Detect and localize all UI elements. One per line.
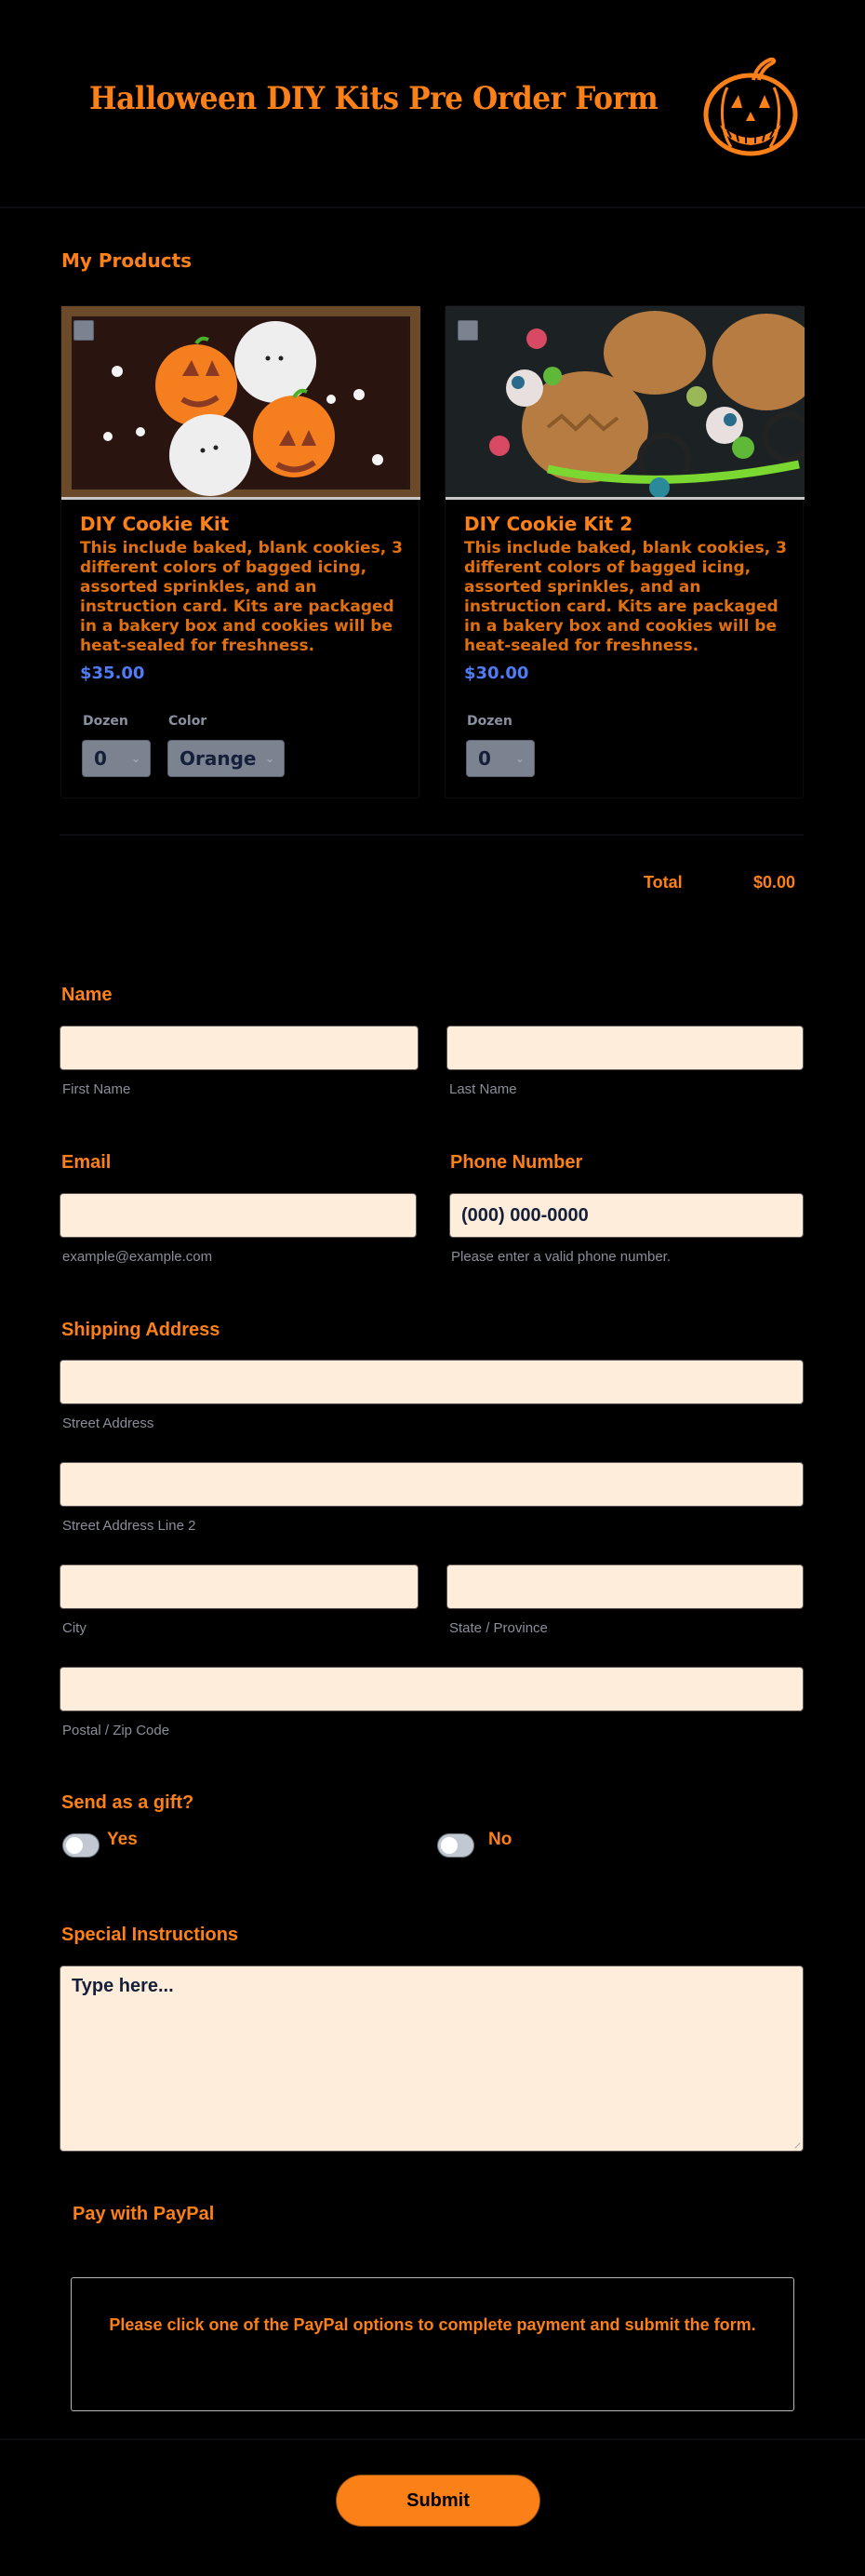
dozen-select-2[interactable] (466, 740, 535, 777)
street-address-line2-input[interactable] (60, 1462, 804, 1507)
email-sublabel: example@example.com (62, 1249, 213, 1265)
form-header (0, 0, 865, 208)
phone-sublabel: Please enter a valid phone number. (451, 1249, 671, 1265)
state-input[interactable] (446, 1564, 804, 1609)
product-image-1 (61, 306, 420, 500)
total-value: $0.00 (753, 873, 796, 892)
dozen-label: Dozen (83, 714, 128, 729)
shipping-address-label: Shipping Address (61, 1320, 220, 1340)
paypal-label: Pay with PayPal (73, 2204, 215, 2224)
product-card-1 (60, 305, 419, 798)
color-label: Color (168, 714, 207, 729)
paypal-message (90, 2315, 775, 2335)
email-input[interactable] (60, 1193, 417, 1238)
product-card-2 (445, 305, 804, 798)
product-price: $35.00 (80, 664, 145, 683)
street-address-line2-sublabel: Street Address Line 2 (62, 1518, 196, 1534)
dozen-select-1[interactable] (82, 740, 151, 777)
email-label: Email (61, 1152, 112, 1173)
dozen-label: Dozen (467, 714, 512, 729)
name-label: Name (61, 985, 113, 1005)
dozen-value: 0 (478, 747, 491, 770)
gift-yes-label[interactable]: Yes (107, 1830, 138, 1849)
chevron-down-icon: ⌄ (264, 752, 274, 765)
product-image-2 (446, 306, 805, 500)
first-name-input[interactable] (60, 1026, 419, 1070)
color-select-1[interactable] (167, 740, 285, 777)
product-name: DIY Cookie Kit 2 (464, 513, 633, 535)
product-description: This include baked, blank cookies, 3 different colors of bagged icing, assorted sprinkles, and an instruction card. Kits are packaged in a bakery box and cookies will be heat-sealed for freshness. (80, 539, 403, 655)
pumpkin-mummy-cookies-image (61, 306, 420, 500)
street-address-input[interactable] (60, 1360, 804, 1404)
footer-divider (0, 2438, 865, 2440)
gift-yes-toggle[interactable] (62, 1833, 100, 1858)
gift-no-toggle[interactable] (437, 1833, 474, 1858)
phone-input[interactable]: (000) 000-0000 (449, 1193, 804, 1238)
special-instructions-textarea[interactable] (60, 1966, 804, 2152)
zip-sublabel: Postal / Zip Code (62, 1723, 170, 1738)
phone-label: Phone Number (450, 1152, 583, 1173)
special-instructions-label: Special Instructions (61, 1925, 239, 1945)
first-name-sublabel: First Name (62, 1081, 131, 1097)
toggle-knob (66, 1837, 83, 1854)
paypal-message-text-end: the form. (679, 2315, 756, 2334)
total-label: Total (644, 873, 683, 892)
resize-handle[interactable] (790, 2138, 800, 2148)
street-address-sublabel: Street Address (62, 1415, 154, 1431)
chevron-down-icon: ⌄ (130, 752, 140, 765)
products-divider (60, 834, 804, 836)
chevron-down-icon: ⌄ (514, 752, 525, 765)
products-section-label: My Products (61, 249, 193, 272)
paypal-message-bold: submit (624, 2315, 680, 2334)
product-select-checkbox-1[interactable] (73, 320, 94, 341)
last-name-sublabel: Last Name (449, 1081, 517, 1097)
dozen-value: 0 (94, 747, 107, 770)
city-sublabel: City (62, 1620, 86, 1636)
submit-button[interactable]: Submit (336, 2475, 540, 2527)
city-input[interactable] (60, 1564, 419, 1609)
gift-label: Send as a gift? (61, 1792, 194, 1813)
zip-input[interactable] (60, 1667, 804, 1711)
state-sublabel: State / Province (449, 1620, 548, 1636)
product-select-checkbox-2[interactable] (458, 320, 478, 341)
product-name: DIY Cookie Kit (80, 513, 230, 535)
product-price: $30.00 (464, 664, 529, 683)
jack-o-lantern-cookies-image (446, 306, 805, 500)
paypal-container (71, 2277, 794, 2411)
last-name-input[interactable] (446, 1026, 804, 1070)
textarea-placeholder: Type here... (72, 1976, 174, 1996)
color-value: Orange (180, 747, 257, 770)
gift-no-label[interactable]: No (488, 1830, 512, 1849)
paypal-message-text: Please click one of the PayPal options to complete payment and (109, 2315, 625, 2334)
product-description: This include baked, blank cookies, 3 different colors of bagged icing, assorted sprinkles, and an instruction card. Kits are packaged in a bakery box and cookies will be heat-sealed for freshness. (464, 539, 787, 655)
toggle-knob (441, 1837, 458, 1854)
form-title: Halloween DIY Kits Pre Order Form (89, 80, 659, 117)
jack-o-lantern-icon (699, 54, 802, 156)
